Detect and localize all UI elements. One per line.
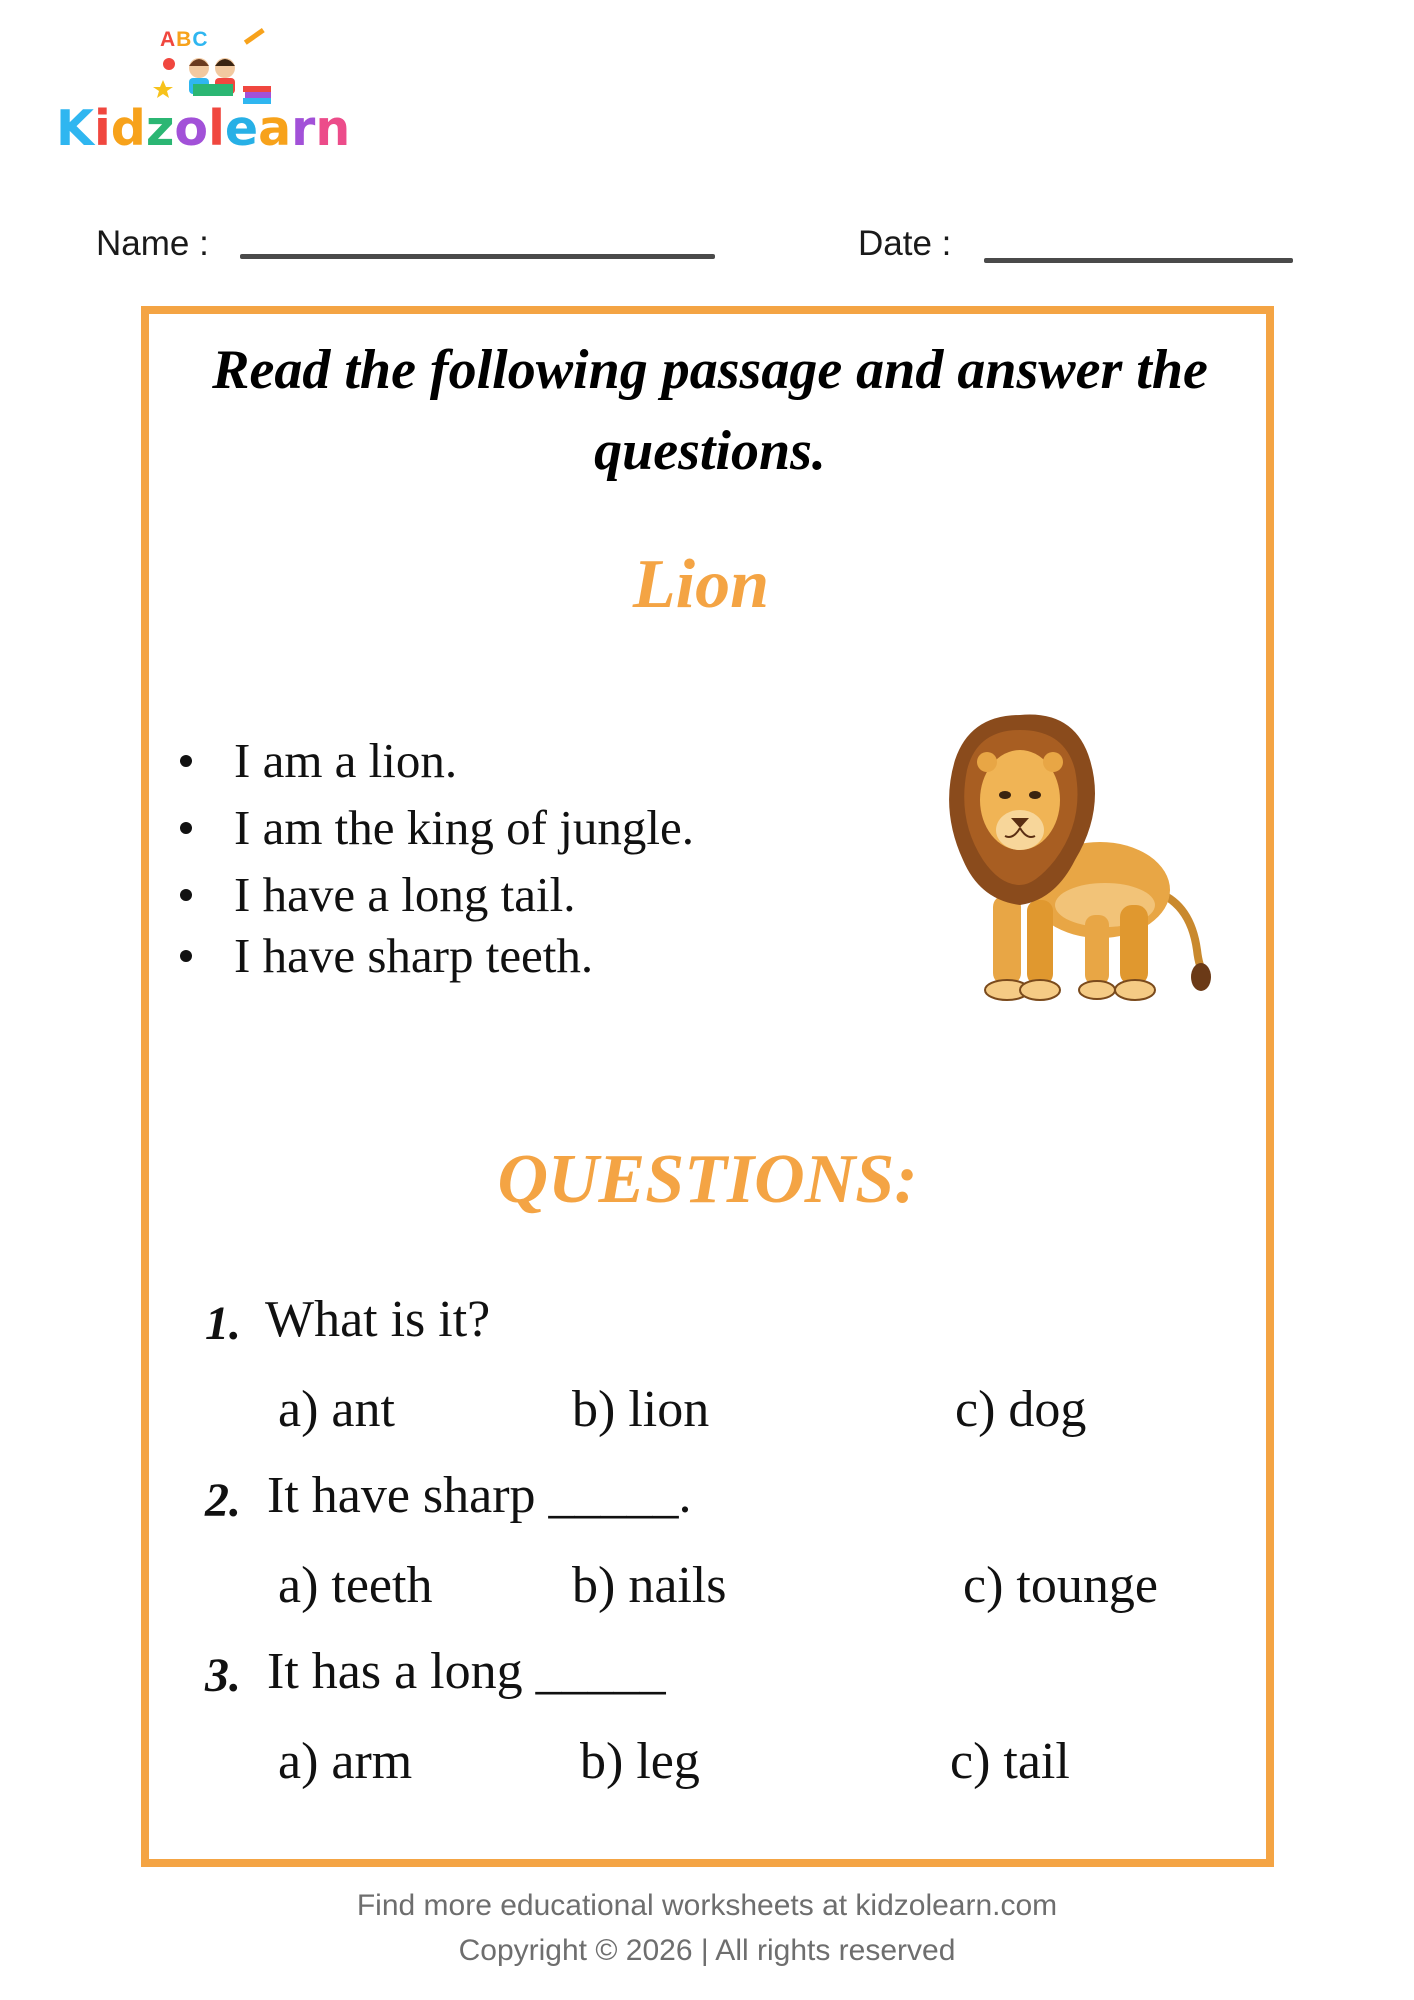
worksheet-frame (141, 306, 1274, 1867)
footer-site-link[interactable]: Find more educational worksheets at kidzolearn.com (356, 1889, 1058, 1922)
footer-copyright: Copyright © 2026 | All rights reserved (458, 1934, 956, 1967)
answer-option[interactable]: c) tounge (963, 1557, 1158, 1614)
list-item (170, 727, 694, 794)
logo-letter: a (258, 100, 292, 157)
question-number: 1. (205, 1297, 241, 1350)
passage-line: I have sharp teeth. (234, 928, 594, 983)
logo-letter: n (315, 100, 351, 157)
name-label: Name : (96, 224, 209, 263)
list-item (170, 861, 694, 928)
logo-letter: e (224, 100, 259, 157)
name-field-line[interactable] (240, 254, 715, 259)
logo-abc-a: A (160, 28, 177, 51)
questions-heading: QUESTIONS: (497, 1141, 918, 1218)
question-number: 2. (205, 1474, 241, 1527)
bullet-dot (180, 950, 192, 962)
answer-option[interactable]: a) arm (278, 1733, 413, 1790)
question-text: It has a long _____ (267, 1643, 666, 1700)
instructions-heading: Read the following passage and answer the questions. (212, 339, 1208, 482)
logo-letter: K (56, 100, 94, 157)
passage-line: I am a lion. (234, 733, 458, 788)
question-number: 3. (205, 1649, 241, 1702)
question-text: It have sharp _____. (267, 1467, 692, 1524)
passage-list (170, 727, 694, 989)
passage-line: I have a long tail. (234, 867, 576, 922)
lion-illustration (935, 700, 1215, 1010)
list-item (170, 922, 694, 989)
passage-line: I am the king of jungle. (234, 800, 694, 855)
answer-option[interactable]: c) dog (955, 1381, 1087, 1438)
bullet-dot (180, 755, 192, 767)
logo-letter: d (110, 100, 146, 157)
answer-option[interactable]: b) nails (572, 1557, 727, 1614)
answer-option[interactable]: b) lion (572, 1381, 710, 1438)
date-field-line[interactable] (984, 258, 1293, 263)
logo-wordmark (56, 100, 350, 157)
bullet-dot (180, 889, 192, 901)
answer-option[interactable]: a) teeth (278, 1557, 433, 1614)
question-text: What is it? (265, 1291, 491, 1348)
list-item (170, 794, 694, 861)
logo-letter: z (145, 100, 175, 157)
logo-letter: o (174, 100, 209, 157)
answer-option[interactable]: c) tail (950, 1733, 1070, 1790)
date-label: Date : (858, 224, 952, 263)
kidzolearn-logo (56, 28, 351, 168)
answer-option[interactable]: a) ant (278, 1381, 395, 1438)
passage-title: Lion (632, 546, 770, 623)
logo-abc-c: C (192, 28, 209, 51)
logo-letter: r (291, 100, 316, 157)
logo-letter: i (93, 100, 111, 157)
logo-letter: l (208, 100, 225, 157)
bullet-dot (180, 822, 192, 834)
answer-option[interactable]: b) leg (580, 1733, 700, 1790)
kids-reading-icon (151, 28, 291, 108)
logo-abc-b: B (176, 28, 193, 51)
